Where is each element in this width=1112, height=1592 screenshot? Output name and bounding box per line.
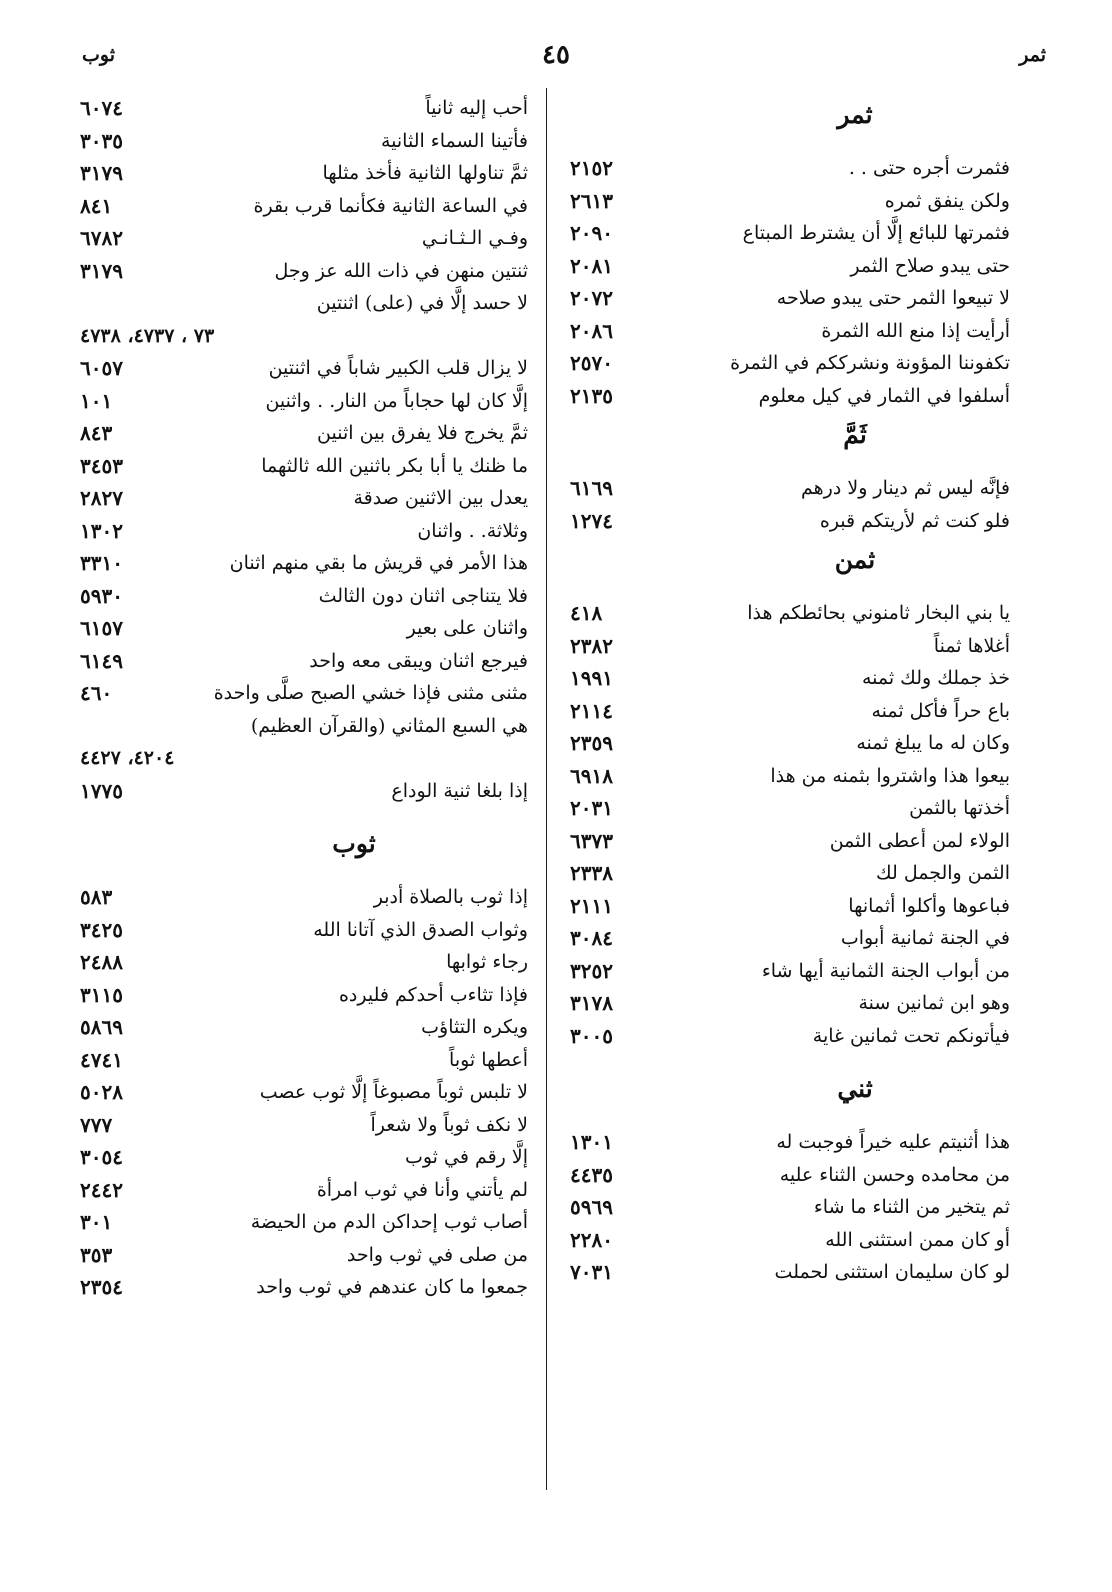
entry-text: إذا ثوب بالصلاة أدبر <box>373 886 528 908</box>
entry-text: يعدل بين الاثنين صدقة <box>353 487 528 509</box>
entry-reference-number: ٣٠١ <box>80 1210 113 1234</box>
entry-text: ولكن ينفق ثمره <box>884 189 1010 212</box>
entry-row <box>570 695 1010 728</box>
entry-row <box>570 922 1010 955</box>
entry-text: أعطها ثوباً <box>449 1048 528 1071</box>
entry-text: مثنى مثنى فإذا خشي الصبح صلَّى واحدة <box>213 682 528 704</box>
entry-reference-number: ٢١٥٢ <box>570 156 613 180</box>
entry-row <box>570 250 1010 283</box>
entry-text: ويكره التثاؤب <box>421 1016 528 1038</box>
entry-row <box>570 282 1010 315</box>
entry-reference-number: ٣١١٥ <box>80 982 123 1007</box>
entry-row <box>80 1206 528 1239</box>
entry-text: فثمرتها للبائع إلَّا أن يشترط المبتاع <box>742 222 1010 244</box>
entry-reference-number: ٢٤٤٢ <box>80 1177 123 1202</box>
entry-row <box>570 987 1010 1020</box>
entry-reference-number: ٢٠٩٠ <box>570 221 613 245</box>
entry-reference-number: ٦٠٧٤ <box>80 96 123 120</box>
entry-reference-number: ٤٧٤١ <box>80 1047 123 1072</box>
entry-row <box>80 677 528 710</box>
entry-row <box>570 1126 1010 1159</box>
headword: ثَمَّ <box>843 420 867 449</box>
entry-text: ما ظنك يا أبا بكر باثنين الله ثالثهما <box>261 454 528 477</box>
entry-text: فثمرت أجره حتى . . <box>848 157 1010 179</box>
entry-text: أخذتها بالثمن <box>909 797 1010 819</box>
entry-text: ثمَّ تناولها الثانية فأخذ مثلها <box>322 162 528 184</box>
entry-text: من صلى في ثوب واحد <box>346 1243 528 1266</box>
entry-text: باع حراً فأكل ثمنه <box>871 699 1010 722</box>
entry-text: ثم يتخير من الثناء ما شاء <box>813 1196 1010 1218</box>
entry-text: وفـي الـثـانـي <box>421 227 528 249</box>
spacer <box>570 458 1010 472</box>
entry-row <box>80 1044 528 1077</box>
entry-reference-number: ٢١٣٥ <box>570 383 613 408</box>
entry-row <box>570 825 1010 858</box>
entry-reference-number: ٦٩١٨ <box>570 763 613 788</box>
entry-row <box>570 152 1010 185</box>
entry-text: لا تبيعوا الثمر حتى يبدو صلاحه <box>776 287 1010 309</box>
entry-row <box>570 505 1010 538</box>
entry-reference-number: ١٣٠١ <box>570 1130 613 1154</box>
entry-row <box>570 857 1010 890</box>
entry-text: هذا أثنيتم عليه خيراً فوجبت له <box>776 1131 1010 1153</box>
entry-reference-number: ٧٧٧ <box>80 1112 113 1137</box>
entry-row <box>80 881 528 914</box>
entry-row <box>570 955 1010 988</box>
entry-reference-number: ٣٠٣٥ <box>80 128 123 153</box>
entry-row <box>570 727 1010 760</box>
entry-reference-number: ٨٤١ <box>80 193 113 218</box>
headword: ثمن <box>834 545 876 574</box>
entry-row <box>80 710 528 743</box>
entry-text: أحب إليه ثانياً <box>425 97 528 119</box>
entry-row <box>80 612 528 645</box>
entry-reference-number: ٤١٨ <box>570 601 603 625</box>
entry-row <box>570 597 1010 630</box>
entry-text: لا حسد إلَّا في (على) اثنتين <box>316 292 528 314</box>
entry-row <box>570 347 1010 380</box>
entry-text: وثلاثة. . واثنان <box>417 519 528 542</box>
entry-reference-number: ٢٨٢٧ <box>80 486 123 510</box>
entry-text: أسلفوا في الثمار في كيل معلوم <box>758 384 1010 407</box>
entry-row <box>80 515 528 548</box>
entry-row <box>80 1174 528 1207</box>
headword: ثني <box>837 1074 873 1103</box>
entry-row <box>570 1020 1010 1053</box>
entry-row <box>570 472 1010 505</box>
entry-text: أرأيت إذا منع الله الثمرة <box>821 319 1010 342</box>
entry-text: الولاء لمن أعطى الثمن <box>829 829 1010 852</box>
entry-text: لم يأتني وأنا في ثوب امرأة <box>316 1178 528 1201</box>
entry-reference-number: ٣٢٥٢ <box>570 958 613 983</box>
entry-row <box>80 979 528 1012</box>
page-header <box>60 40 1052 84</box>
entry-reference-number: ٨٤٣ <box>80 421 113 445</box>
entry-row <box>80 385 528 418</box>
header-right-word: ثمر <box>1019 44 1046 66</box>
entry-text: فيأتونكم تحت ثمانين غاية <box>812 1024 1010 1047</box>
entry-text: أغلاها ثمناً <box>933 634 1010 657</box>
entry-reference-number: ٣١٧٨ <box>570 991 613 1015</box>
entry-row <box>80 92 528 125</box>
entry-reference-number: ٦١٤٩ <box>80 648 123 673</box>
entry-row <box>80 1109 528 1142</box>
entry-row <box>570 1159 1010 1192</box>
entry-row <box>80 1141 528 1174</box>
entry-row <box>80 125 528 158</box>
entry-reference-number: ٧٣ ، ٤٧٣٧، ٤٧٣٨ <box>80 324 215 347</box>
entry-row <box>80 157 528 190</box>
entry-row <box>80 450 528 483</box>
entry-reference-number: ٣٤٥٣ <box>80 453 123 478</box>
entry-reference-number: ٢٢٨٠ <box>570 1227 613 1252</box>
entry-reference-number: ٢٣٥٩ <box>570 731 613 755</box>
entry-text: فأتينا السماء الثانية <box>380 129 528 152</box>
entry-row <box>570 185 1010 218</box>
entry-row <box>570 315 1010 348</box>
entry-reference-number: ٢١١١ <box>570 893 613 918</box>
entry-row <box>570 1256 1010 1289</box>
spacer <box>80 867 528 881</box>
entry-reference-number: ٣١٧٩ <box>80 161 123 185</box>
entry-row <box>80 482 528 515</box>
entry-text: من أبواب الجنة الثمانية أيها شاء <box>761 959 1010 982</box>
entry-text: أو كان ممن استثنى الله <box>825 1228 1010 1251</box>
entry-text: يا بني البخار ثامنوني بحائطكم هذا <box>747 602 1010 624</box>
entry-text: فلا يتناجى اثنان دون الثالث <box>318 584 528 607</box>
entry-text: لا يزال قلب الكبير شاباً في اثنتين <box>268 357 528 379</box>
entry-reference-number: ١٢٧٤ <box>570 508 613 533</box>
entry-row <box>80 1011 528 1044</box>
entry-row <box>80 1271 528 1304</box>
entry-reference-number: ٤٦٠ <box>80 681 113 705</box>
headword: ثمر <box>837 100 873 129</box>
entry-reference-number: ٥٨٣ <box>80 885 113 909</box>
entry-row <box>570 1191 1010 1224</box>
entry-row <box>570 662 1010 695</box>
entry-reference-number: ٥٩٣٠ <box>80 583 123 608</box>
entry-reference-number: ٣٠٠٥ <box>570 1023 613 1048</box>
entry-reference-number: ٤٢٠٤، ٤٤٢٧ <box>80 747 175 769</box>
entry-row <box>80 222 528 255</box>
entry-row <box>570 792 1010 825</box>
entry-row <box>570 760 1010 793</box>
column-divider <box>546 88 547 1490</box>
entry-reference-number: ٣٥٣ <box>80 1242 113 1267</box>
entry-reference-number: ٣٤٢٥ <box>80 917 123 942</box>
entry-text: رجاء ثوابها <box>446 951 528 973</box>
entry-row <box>80 417 528 450</box>
reference-continuation <box>80 742 528 775</box>
entry-reference-number: ٢٤٨٨ <box>80 950 123 974</box>
entry-row <box>80 255 528 288</box>
entry-row <box>80 190 528 223</box>
entry-reference-number: ١٠١ <box>80 388 113 413</box>
entry-text: ثنتين منهن في ذات الله عز وجل <box>274 259 528 282</box>
entry-reference-number: ٢٥٧٠ <box>570 351 613 375</box>
entry-reference-number: ٢٠٨١ <box>570 253 613 278</box>
entry-text: لو كان سليمان استثنى لحملت <box>774 1261 1010 1283</box>
entry-text: وكان له ما يبلغ ثمنه <box>856 732 1010 754</box>
entry-reference-number: ٤٤٣٥ <box>570 1162 613 1187</box>
entry-text: وهو ابن ثمانين سنة <box>858 992 1010 1014</box>
entry-text: إذا بلغا ثنية الوداع <box>391 779 528 802</box>
entry-reference-number: ٢٣٥٤ <box>80 1275 123 1299</box>
entry-row <box>570 380 1010 413</box>
entry-reference-number: ١٧٧٥ <box>80 778 123 803</box>
entry-text: فيرجع اثنان ويبقى معه واحد <box>309 649 528 672</box>
entry-text: وثواب الصدق الذي آتانا الله <box>313 918 528 941</box>
entry-text: تكفوننا المؤونة ونشرككم في الثمرة <box>730 352 1010 374</box>
entry-text: الثمن والجمل لك <box>875 862 1010 884</box>
entry-reference-number: ٢٣٨٢ <box>570 633 613 658</box>
entry-reference-number: ٣١٧٩ <box>80 258 123 283</box>
entry-text: إلَّا كان لها حجاباً من النار. . واثنين <box>265 389 528 412</box>
spacer <box>570 138 1010 152</box>
entry-reference-number: ٦٠٥٧ <box>80 356 123 380</box>
entry-text: فإنَّه ليس ثم دينار ولا درهم <box>801 477 1010 499</box>
entry-reference-number: ٢٣٣٨ <box>570 861 613 885</box>
spacer <box>570 1112 1010 1126</box>
entry-reference-number: ٦١٦٩ <box>570 476 613 500</box>
entry-row <box>570 1224 1010 1257</box>
entry-row <box>80 1076 528 1109</box>
entry-text: ثمَّ يخرج فلا يفرق بين اثنين <box>317 422 528 444</box>
entry-reference-number: ٣٠٨٤ <box>570 926 613 950</box>
entry-reference-number: ١٣٠٢ <box>80 518 123 543</box>
entry-reference-number: ٦٧٨٢ <box>80 226 123 250</box>
entry-row <box>80 914 528 947</box>
entry-reference-number: ٢٦١٣ <box>570 188 613 213</box>
entry-text: بيعوا هذا واشتروا بثمنه من هذا <box>770 764 1010 787</box>
entry-row <box>570 217 1010 250</box>
entry-text: حتى يبدو صلاح الثمر <box>850 254 1010 277</box>
entry-text: في الجنة ثمانية أبواب <box>840 927 1010 949</box>
right-column <box>570 92 1010 1289</box>
entry-row <box>80 547 528 580</box>
entry-reference-number: ٦٣٧٣ <box>570 828 613 853</box>
headword: ثوب <box>332 829 376 858</box>
entry-row <box>80 1239 528 1272</box>
entry-row <box>80 580 528 613</box>
entry-text: في الساعة الثانية فكأنما قرب بقرة <box>253 194 528 217</box>
entry-text: لا نكف ثوباً ولا شعراً <box>370 1113 528 1136</box>
reference-continuation <box>80 320 528 353</box>
entry-text: فإذا تثاءب أحدكم فليرده <box>338 983 528 1006</box>
entry-reference-number: ٢١١٤ <box>570 698 613 723</box>
entry-text: أصاب ثوب إحداكن الدم من الحيضة <box>250 1211 528 1233</box>
entry-text: لا تلبس ثوباً مصبوغاً إلَّا ثوب عصب <box>259 1081 528 1103</box>
entry-reference-number: ٢٠٣١ <box>570 796 613 820</box>
page-number: ٤٥ <box>542 40 570 70</box>
entry-reference-number: ٥٨٦٩ <box>80 1015 123 1039</box>
entry-row <box>80 775 528 808</box>
spacer <box>80 807 528 821</box>
entry-reference-number: ٥٩٦٩ <box>570 1195 613 1219</box>
entry-row <box>80 946 528 979</box>
entry-text: هي السبع المثاني (والقرآن العظيم) <box>250 714 528 737</box>
entry-row <box>570 890 1010 923</box>
entry-reference-number: ٣٠٥٤ <box>80 1145 123 1169</box>
header-left-word: ثوب <box>82 44 115 66</box>
left-column <box>80 92 528 1304</box>
entry-text: فباعوها وأكلوا أثمانها <box>848 894 1010 917</box>
entry-reference-number: ٥٠٢٨ <box>80 1080 123 1104</box>
entry-row <box>570 630 1010 663</box>
entry-text: واثنان على بعير <box>406 617 528 639</box>
spacer <box>570 1052 1010 1066</box>
entry-reference-number: ٢٠٨٦ <box>570 318 613 343</box>
entry-reference-number: ٦١٥٧ <box>80 616 123 640</box>
spacer <box>570 583 1010 597</box>
entry-row <box>80 352 528 385</box>
entry-reference-number: ٧٠٣١ <box>570 1260 613 1284</box>
entry-row <box>80 287 528 320</box>
entry-text: فلو كنت ثم لأريتكم قبره <box>819 509 1010 532</box>
entry-reference-number: ١٩٩١ <box>570 666 613 690</box>
entry-text: هذا الأمر في قريش ما بقي منهم اثنان <box>229 552 528 574</box>
entry-text: جمعوا ما كان عندهم في ثوب واحد <box>256 1276 528 1298</box>
entry-text: خذ جملك ولك ثمنه <box>861 667 1010 689</box>
entry-row <box>80 645 528 678</box>
entry-reference-number: ٢٠٧٢ <box>570 286 613 310</box>
entry-text: من محامده وحسن الثناء عليه <box>779 1163 1010 1186</box>
entry-text: إلَّا رقم في ثوب <box>404 1146 528 1168</box>
entry-reference-number: ٣٣١٠ <box>80 551 123 575</box>
